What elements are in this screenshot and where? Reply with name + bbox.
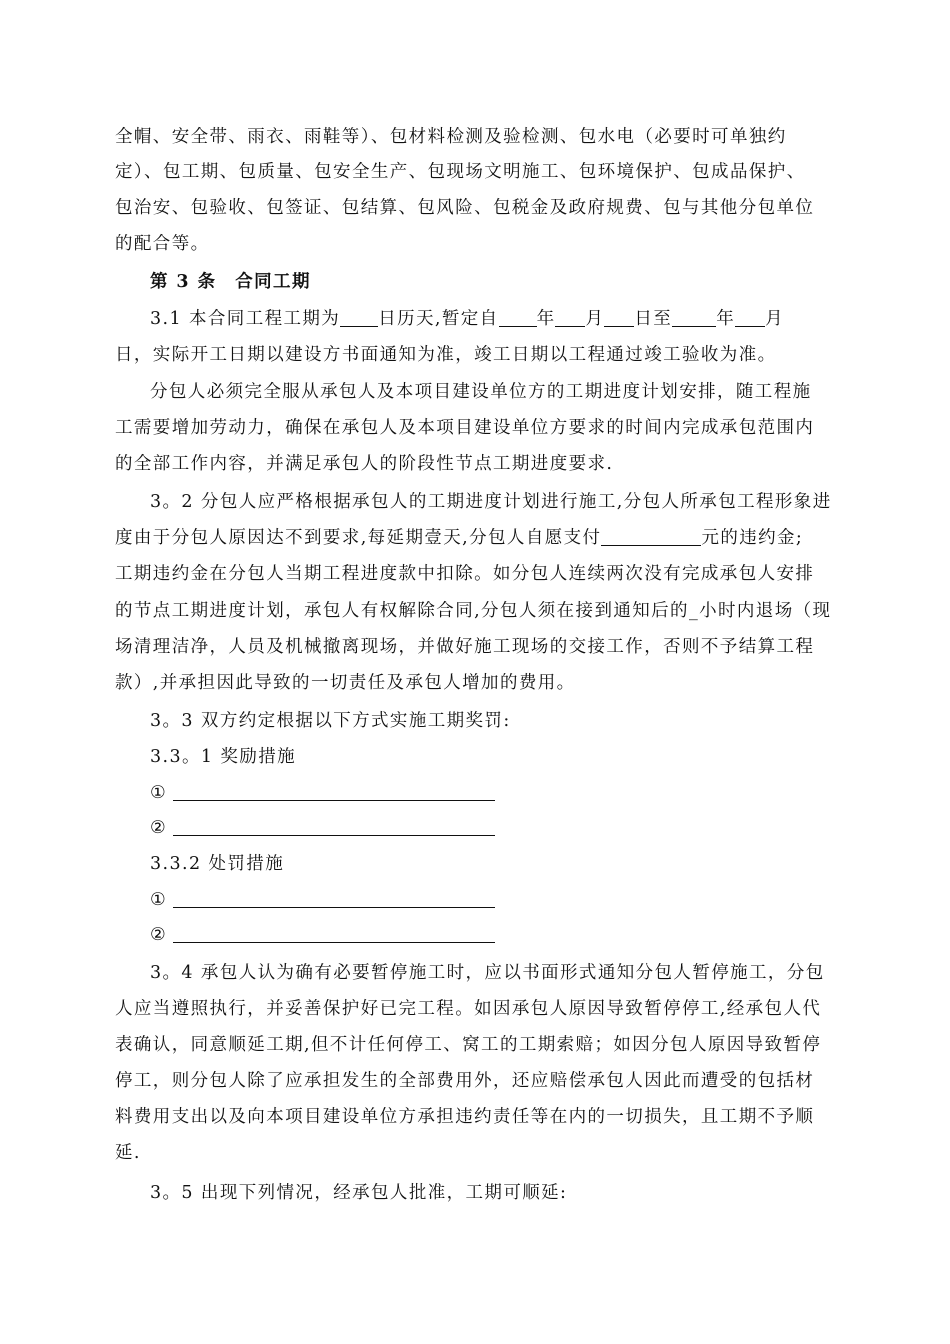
text: 年	[716, 309, 736, 329]
paragraph-line: 的配合等。	[115, 234, 210, 254]
fill-blank	[173, 889, 495, 908]
text: 度由于分包人原因达不到要求,每延期壹天,分包人自愿支付	[115, 528, 602, 548]
paragraph-line: 全帽、安全带、雨衣、雨鞋等）、包材料检测及验检测、包水电（必要时可单独约	[115, 127, 787, 147]
paragraph-line: 表确认，同意顺延工期,但不计任何停工、窝工的工期索赔；如因分包人原因导致暂停	[115, 1035, 822, 1055]
text: 日历天,暂定自	[378, 309, 499, 329]
paragraph-line: 3。4 承包人认为确有必要暂停施工时，应以书面形式通知分包人暂停施工，分包	[150, 963, 825, 983]
paragraph-line: 停工，则分包人除了应承担发生的全部费用外，还应赔偿承包人因此而遭受的包括材	[115, 1071, 815, 1091]
item-marker: ②	[150, 818, 168, 838]
paragraph-line: 的节点工期进度计划，承包人有权解除合同,分包人须在接到通知后的_小时内退场（现	[115, 601, 832, 621]
paragraph-line: 场清理洁净，人员及机械撤离现场，并做好施工现场的交接工作，否则不予结算工程	[115, 637, 815, 657]
paragraph-line: 3。2 分包人应严格根据承包人的工期进度计划进行施工,分包人所承包工程形象进	[150, 492, 832, 512]
text: 3.1 本合同工程工期为	[150, 309, 341, 329]
paragraph-line: 3。5 出现下列情况，经承包人批准，工期可顺延:	[150, 1183, 568, 1203]
text: 元的违约金;	[701, 528, 804, 548]
reward-item	[150, 816, 495, 840]
blank-day	[604, 308, 634, 327]
paragraph-line: 3。3 双方约定根据以下方式实施工期奖罚:	[150, 711, 511, 731]
subsection-title: 3.3.2 处罚措施	[150, 854, 285, 874]
paragraph-line: 包治安、包验收、包签证、包结算、包风险、包税金及政府规费、包与其他分包单位	[115, 198, 815, 218]
fill-blank	[173, 782, 495, 801]
blank-amount	[601, 527, 701, 546]
paragraph-line: 分包人必须完全服从承包人及本项目建设单位方的工期进度计划安排，随工程施	[150, 382, 812, 402]
paragraph-line: 日，实际开工日期以建设方书面通知为准，竣工日期以工程通过竣工验收为准。	[115, 345, 777, 365]
blank-year	[499, 308, 537, 327]
fill-blank	[173, 924, 495, 943]
text: 月	[765, 309, 785, 329]
paragraph-line: 款）,并承担因此导致的一切责任及承包人增加的费用。	[115, 673, 576, 693]
paragraph-line: 料费用支出以及向本项目建设单位方承担违约责任等在内的一切损失，且工期不予顺	[115, 1107, 815, 1127]
text: 日至	[634, 309, 673, 329]
paragraph-line: 的全部工作内容，并满足承包人的阶段性节点工期进度要求.	[115, 454, 614, 474]
item-marker: ②	[150, 925, 168, 945]
paragraph-line	[115, 526, 803, 550]
paragraph-line: 人应当遵照执行，并妥善保护好已完工程。如因承包人原因导致暂停停工,经承包人代	[115, 999, 822, 1019]
penalty-item	[150, 888, 495, 912]
blank-days	[340, 308, 378, 327]
paragraph-line: 工需要增加劳动力，确保在承包人及本项目建设单位方要求的时间内完成承包范围内	[115, 418, 815, 438]
paragraph-line: 工期违约金在分包人当期工程进度款中扣除。如分包人连续两次没有完成承包人安排	[115, 564, 815, 584]
item-marker: ①	[150, 890, 168, 910]
item-marker: ①	[150, 783, 168, 803]
penalty-item	[150, 923, 495, 947]
paragraph-line: 定）、包工期、包质量、包安全生产、包现场文明施工、包环境保护、包成品保护、	[115, 162, 806, 182]
text: 月	[585, 309, 605, 329]
fill-blank	[173, 817, 495, 836]
section-heading: 第 3 条 合同工期	[150, 272, 311, 292]
text: 年	[536, 309, 556, 329]
paragraph-line: 延.	[115, 1143, 141, 1163]
blank-month	[735, 308, 765, 327]
clause-3-1-line	[150, 307, 784, 331]
subsection-title: 3.3。1 奖励措施	[150, 747, 297, 767]
blank-year	[672, 308, 716, 327]
reward-item	[150, 781, 495, 805]
blank-month	[555, 308, 585, 327]
